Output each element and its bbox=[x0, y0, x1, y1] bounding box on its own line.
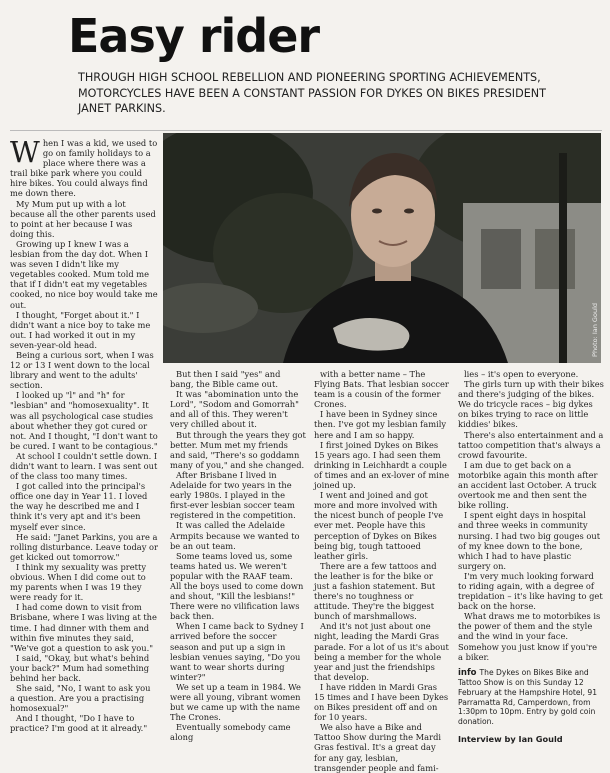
paragraph: Growing up I knew I was a lesbian from the day dot. When I was seven I didn't like my vegetables cooked. Mum told me that if I didn't eat my vegetables cooked, no nice boy would take me out. bbox=[10, 238, 158, 310]
column-4 bbox=[458, 369, 604, 744]
paragraph: She said, "No, I want to ask you a question. Are you a practising homosexual?" bbox=[10, 683, 151, 714]
paragraph: Some teams loved us, some teams hated us. We weren't popular with the RAAF team. All the boys used to come down and shout, "Kill the lesbians!" There were no vilification laws back then. bbox=[170, 550, 304, 622]
paragraph: I first joined Dykes on Bikes 15 years ago. I had seen them drinking in Leichhardt a couple of times and an ex-lover of mine joined up. bbox=[314, 439, 450, 491]
paragraph: Eventually somebody came along bbox=[170, 722, 291, 743]
byline: Interview by Ian Gould bbox=[458, 734, 563, 745]
paragraph: with a better name – The Flying Bats. That lesbian soccer team is a cousin of the former Crones. bbox=[314, 369, 449, 410]
paragraph: But through the years they got better. Mum met my friends and said, "There's so goddamn many of you," and she changed. bbox=[170, 429, 306, 470]
standfirst: THROUGH HIGH SCHOOL REBELLION AND PIONEERING SPORTING ACHIEVEMENTS, MOTORCYCLES HAVE BEEN A CONSTANT PASSION FOR DYKES ON BIKES PRESIDENT JANET PARKINS. bbox=[78, 71, 546, 115]
paragraph: I spent eight days in hospital and three weeks in community nursing. I had two big gouges out of my knee down to the bone, which I had to have plastic surgery on. bbox=[458, 510, 601, 571]
paragraph: My Mum put up with a lot because all the other parents used to point at her because I was doing this. bbox=[10, 198, 156, 239]
portrait-photo bbox=[163, 133, 601, 363]
paragraph: After Brisbane I lived in Adelaide for two years in the early 1980s. I played in the first-ever lesbian soccer team registered in the competition. bbox=[170, 469, 296, 521]
column-3 bbox=[314, 369, 450, 773]
paragraph: It was "abomination unto the Lord", "Sodom and Gomorrah" and all of this. They weren't very chilled about it. bbox=[170, 389, 299, 430]
paragraph: But then I said "yes" and bang, the Bible came out. bbox=[170, 369, 281, 390]
portrait-photo-image bbox=[163, 133, 601, 363]
paragraph: What draws me to motorbikes is the power of them and the style and the wind in your face. Somehow you just know if you're a biker. bbox=[458, 611, 601, 662]
headline: Easy rider bbox=[68, 9, 320, 63]
paragraph: Being a curious sort, when I was 12 or 13 I went down to the local library and went to the adults' section. bbox=[10, 349, 154, 391]
paragraph: I am due to get back on a motorbike again this month after an accident last October. A truck overtook me and then sent the bike rolling. bbox=[458, 459, 598, 511]
divider bbox=[10, 130, 602, 131]
paragraph: The girls turn up with their bikes and there's judging of the bikes. We do tricycle races – big dykes on bikes trying to race on little kiddies' bikes. bbox=[458, 379, 604, 430]
paragraph: I have ridden in Mardi Gras 15 times and I have been Dykes on Bikes president off and on for 10 years. bbox=[314, 681, 449, 723]
paragraph: When I came back to Sydney I arrived before the soccer season and put up a sign in lesbian venues saying, "Do you want to wear shorts during winter?" bbox=[170, 621, 304, 682]
paragraph: We also have a Bike and Tattoo Show during the Mardi Gras festival. It's a great day for any gay, lesbian, transgender people and fami- bbox=[314, 722, 442, 773]
paragraph: I have been in Sydney since then. I've got my lesbian family here and I am so happy. bbox=[314, 409, 447, 440]
paragraph: And it's not just about one night, leading the Mardi Gras parade. For a lot of us it's about being a member for the whole year and just the friendships that develop. bbox=[314, 621, 449, 682]
paragraph: I think my sexuality was pretty obvious. When I did come out to my parents when I was 19 they were ready for it. bbox=[10, 561, 147, 603]
column-2 bbox=[170, 369, 306, 742]
paragraph: There are a few tattoos and the leather is for the bike or just a fashion statement. But there's no toughness or attitude. They're the biggest bunch of marshmallows. bbox=[314, 560, 437, 622]
paragraph: I'm very much looking forward to riding again, with a degree of trepidation – it's like having to get back on the horse. bbox=[458, 570, 603, 612]
paragraph: I said, "Okay, but what's behind your back?" Mum had something behind her back. bbox=[10, 652, 150, 683]
paragraph: I got called into the principal's office one day in Year 11. I loved the way he described me and I think it's very apt and it's been myself ever since. bbox=[10, 481, 148, 532]
event-info bbox=[458, 668, 604, 727]
paragraph: lies – it's open to everyone. bbox=[464, 369, 579, 379]
paragraph: At school I couldn't settle down. I didn't want to learn. I was sent out of the class too many times. bbox=[10, 450, 158, 482]
drop-cap: W bbox=[10, 135, 40, 169]
paragraph: We set up a team in 1984. We were all young, vibrant women but we came up with the name The Crones. bbox=[170, 681, 301, 723]
info-label: info bbox=[458, 667, 477, 678]
photo-credit: Photo: Ian Gould bbox=[591, 303, 599, 357]
column-1 bbox=[10, 135, 158, 734]
info-text: The Dykes on Bikes Bike and Tattoo Show is on this Sunday 12 February at the Hampshire Hotel, 91 Parramatta Rd, Camperdown, from 1:30pm to 10pm. Entry by gold coin donation. bbox=[458, 667, 598, 726]
paragraph: I had come down to visit from Brisbane, where I was living at the time. I had dinner with them and within five minutes they said, "We've got a question to ask you." bbox=[10, 602, 157, 653]
paragraph: I thought, "Forget about it." I didn't want a nice boy to take me out. I had worked it out in my seven-year-old head. bbox=[10, 309, 151, 350]
paragraph: When I was a kid, we used to go on family holidays to a place where there was a trail bike park where you could hire bikes. You could always find me down there. bbox=[10, 135, 158, 199]
paragraph: I went and joined and got more and more involved with the nicest bunch of people I've ever met. People have this perception of Dykes on Bikes being big, tough tattooed leather girls. bbox=[314, 490, 444, 561]
paragraph: There's also entertainment and a tattoo competition that's always a crowd favourite. bbox=[458, 429, 604, 460]
paragraph: I looked up "l" and "h" for "lesbian" and "homosexuality". It was all psychological case studies about whether they got cured or not. And I thought, "I don't want to be cured. I want to be contagious." bbox=[10, 390, 158, 451]
paragraph: And I thought, "Do I have to practice? I'm good at it already." bbox=[10, 713, 148, 734]
paragraph: It was called the Adelaide Armpits because we wanted to be an out team. bbox=[170, 520, 300, 551]
paragraph: He said: "Janet Parkins, you are a rolling disturbance. Leave today or get kicked out tomorrow." bbox=[10, 531, 158, 562]
